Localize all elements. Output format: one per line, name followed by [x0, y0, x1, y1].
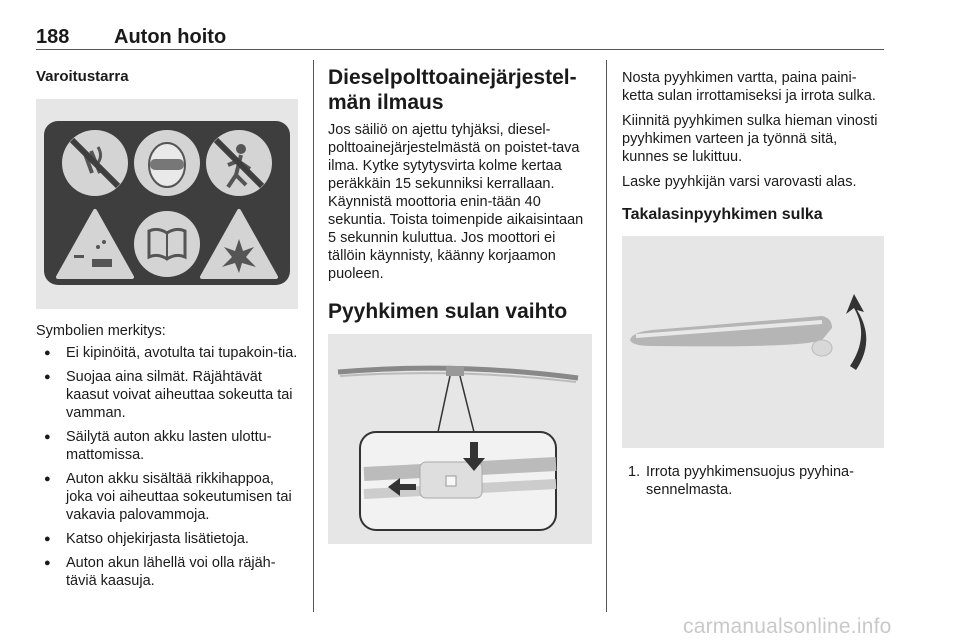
page-number: 188 [36, 26, 70, 48]
steps-list [622, 463, 884, 499]
warning-label-illustration [36, 99, 298, 309]
column-3 [622, 60, 884, 499]
watermark: carmanualsonline.info [683, 615, 892, 638]
warning-label-heading: Varoitustarra [36, 68, 129, 85]
rotate-up-arrow-icon [846, 294, 866, 370]
column-divider-1 [313, 60, 314, 612]
chapter-title: Auton hoito [114, 26, 227, 48]
list-item: ● Ei kipinöitä, avotulta tai tupakoin-tia. [36, 344, 298, 362]
symbols-list [36, 344, 298, 590]
symbols-intro: Symbolien merkitys: [36, 323, 166, 339]
remove-blade-text: Nosta pyyhkimen vartta, paina paini-ketta sulan irrottamiseksi ja irrota sulka. [622, 70, 876, 104]
column-divider-2 [606, 60, 607, 612]
diesel-bleeding-heading: Dieselpolttoainejärjestel-män ilmaus [328, 66, 577, 114]
list-item: ● Auton akun lähellä voi olla räjäh-täviä kaasuja. [36, 554, 298, 590]
column-2 [328, 60, 592, 544]
keep-children-away-icon [206, 130, 272, 196]
rear-wiper-heading: Takalasinpyyhkimen sulka [622, 206, 823, 223]
list-item: ● Auton akku sisältää rikkihappoa, joka voi aiheuttaa sokeutumisen tai vakavia palovammoja. [36, 470, 298, 524]
list-item: ● Suojaa aina silmät. Räjähtävät kaasut voivat aiheuttaa sokeutta tai vamman. [36, 368, 298, 422]
rear-wiper-figure [622, 236, 884, 448]
lower-arm-text: Laske pyyhkijän varsi varovasti alas. [622, 174, 857, 190]
diesel-bleeding-text: Jos säiliö on ajettu tyhjäksi, diesel-polttoainejärjestelmästä on poistet-tava ilma. Kytke sytytysvirta kolme kertaa peräkkäin 15 sekunniksi kerrallaan. Käynnistä moottoria enin-tään 40 sekuntia. Toista toimenpide aikaisintaan 5 sekunnin kuluttua. Jos moottori ei tällöin käynnisty, käänny korjaamon puoleen. [328, 122, 584, 282]
list-item: ● Säilytä auton akku lasten ulottu-mattomissa. [36, 428, 298, 464]
attach-blade-text: Kiinnitä pyyhkimen sulka hieman vinosti pyyhkimen varteen ja työnnä sitä, kunnes se lukittuu. [622, 113, 878, 165]
wiper-blade-heading: Pyyhkimen sulan vaihto [328, 300, 568, 323]
wiper-blade-figure [328, 334, 592, 544]
list-item: ● Katso ohjekirjasta lisätietoja. [36, 530, 298, 548]
rear-wiper-illustration [622, 236, 884, 448]
page-header [36, 26, 884, 50]
no-fire-smoking-icon [62, 130, 128, 196]
column-1 [36, 60, 298, 596]
eye-protection-icon [134, 130, 200, 196]
wiper-blade-illustration [328, 334, 592, 544]
step-number: 1. [628, 464, 641, 480]
read-manual-icon [134, 211, 200, 277]
warning-label-figure [36, 99, 298, 309]
list-item [622, 463, 884, 499]
step-text: Irrota pyyhkimensuojus pyyhina-sennelmasta. [646, 464, 854, 498]
